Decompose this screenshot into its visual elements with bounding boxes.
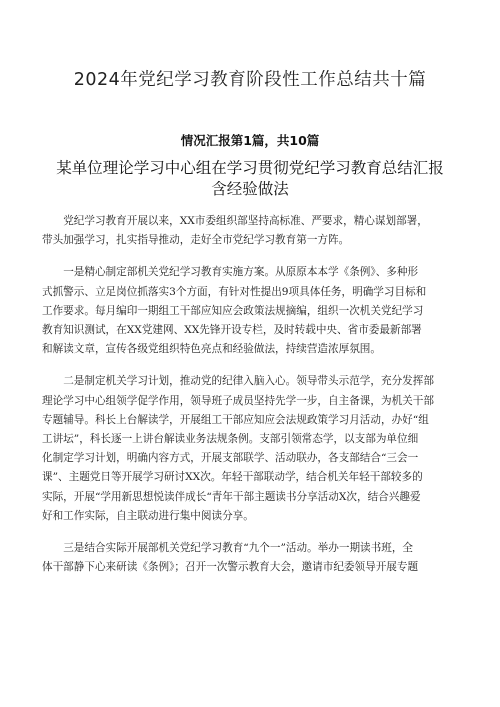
article-heading-line-2: 含经验做法 bbox=[211, 180, 289, 198]
paragraph-line: 三是结合实际开展部机关党纪学习教育“九个一”活动。举办一期读书班，全 bbox=[63, 542, 414, 555]
article-body bbox=[42, 212, 466, 590]
article-heading bbox=[40, 158, 460, 200]
document-title: 2024年党纪学习教育阶段性工作总结共十篇 bbox=[73, 70, 427, 90]
paragraph-line: 理论学习中心组领学促学作用，领导班子成员坚持先学一步，自主备课，为机关干部 bbox=[42, 394, 434, 407]
paragraph bbox=[42, 212, 466, 250]
paragraph-line: 带头加强学习，扎实指导推动，走好全市党纪学习教育第一方阵。 bbox=[42, 234, 350, 247]
paragraph-line: 式抓警示、立足岗位抓落实3个方面，有针对性提出9项具体任务，明确学习目标和 bbox=[42, 285, 427, 298]
paragraph-line: 化制定学习计划，明确内容方式，开展支部联学、活动联办，各支部结合“三会一 bbox=[42, 452, 419, 465]
paragraph-line: 实际，开展“学用新思想悦读伴成长“青年干部主题读书分享活动X次，结合兴趣爱 bbox=[42, 490, 421, 503]
paragraph-line: 课”、主题党日等开展学习研讨XX次。年轻干部联动学，结合机关年轻干部较多的 bbox=[42, 471, 423, 484]
paragraph-line: 专题辅导。科长上台解读学，开展组工干部应知应会法规政策学习月活动，办好“组 bbox=[42, 413, 429, 426]
paragraph bbox=[42, 372, 466, 526]
paragraph-line: 体干部静下心来研读《条例》；召开一次警示教育大会，邀请市纪委领导开展专题 bbox=[42, 561, 419, 574]
paragraph-line: 一是精心制定部机关党纪学习教育实施方案。从原原本本学《条例》、多种形 bbox=[63, 266, 419, 279]
article-heading-line-1: 某单位理论学习中心组在学习贯彻党纪学习教育总结汇报 bbox=[56, 159, 444, 177]
report-index-label: 情况汇报第1篇，共10篇 bbox=[180, 133, 320, 148]
paragraph-line: 教育知识测试，在XX党建网、XX先锋开设专栏，及时转载中央、省市委最新部署 bbox=[42, 324, 422, 337]
paragraph-line: 好和工作实际，自主联动进行集中阅读分享。 bbox=[42, 509, 254, 522]
paragraph-line: 和解读文章，宣传各级党组织特色亮点和经验做法，持续营造浓厚氛围。 bbox=[42, 343, 381, 356]
paragraph-line: 工讲坛”，科长逐一上讲台解读业务法规条例。支部引领常态学，以支部为单位细 bbox=[42, 433, 419, 446]
paragraph-line: 二是制定机关学习计划，推动党的纪律入脑入心。领导带头示范学，充分发挥部 bbox=[63, 375, 434, 388]
paragraph-line: 党纪学习教育开展以来，XX市委组织部坚持高标准、严要求，精心谋划部署， bbox=[63, 215, 428, 227]
paragraph-line: 工作要求。每月编印一期组工干部应知应会政策法规摘编，组织一次机关党纪学习 bbox=[42, 304, 424, 317]
paragraph bbox=[42, 263, 466, 359]
paragraph bbox=[42, 539, 466, 577]
